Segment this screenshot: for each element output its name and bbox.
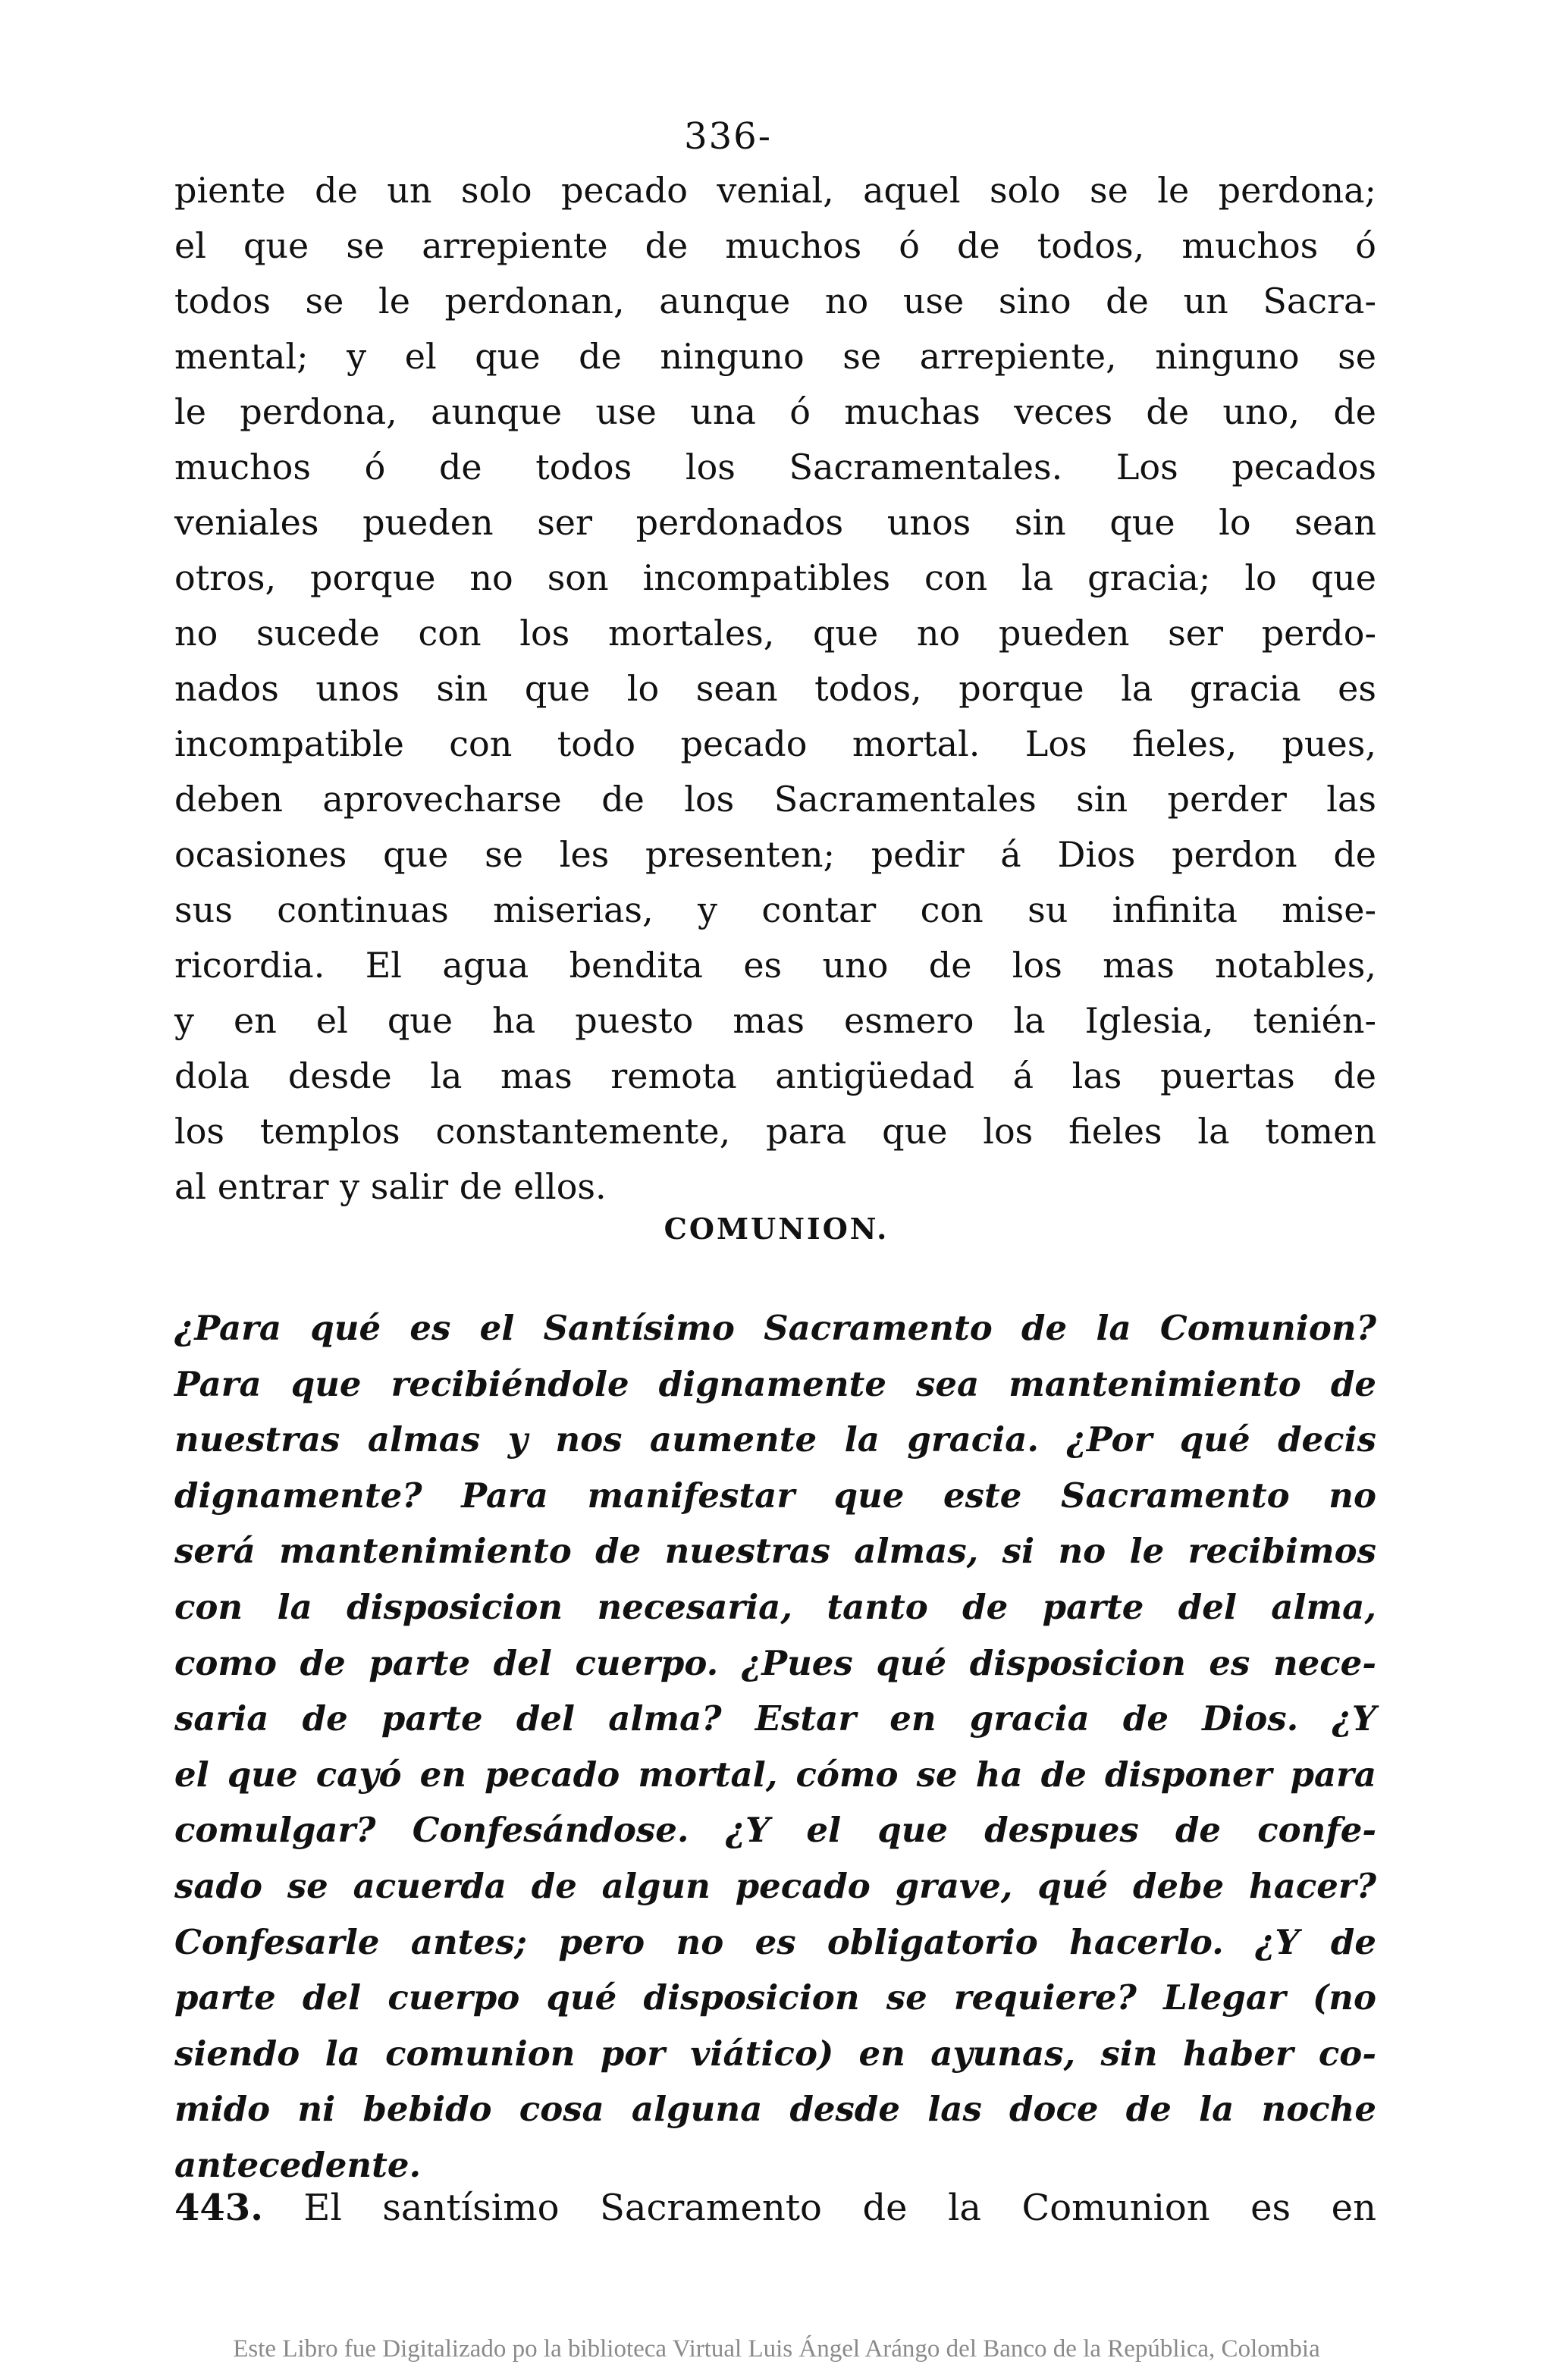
text-line: al entrar y salir de ellos. bbox=[174, 1166, 607, 1207]
catechism-line: sado se acuerda de algun pecado grave, qué debe hacer? bbox=[174, 1865, 1376, 1906]
text-line: y en el que ha puesto mas esmero la Iglesia, tenién- bbox=[174, 1000, 1376, 1041]
text-line: le perdona, aunque use una ó muchas veces de uno, de bbox=[174, 391, 1376, 432]
catechism-line: el que cayó en pecado mortal, cómo se ha de disponer para bbox=[174, 1754, 1376, 1795]
text-line: piente de un solo pecado venial, aquel solo se le perdona; bbox=[174, 170, 1376, 211]
catechism-line: dignamente? Para manifestar que este Sacramento no bbox=[174, 1475, 1376, 1516]
text-line: el que se arrepiente de muchos ó de todos, muchos ó bbox=[174, 225, 1376, 266]
catechism-line: saria de parte del alma? Estar en gracia de Dios. ¿Y bbox=[174, 1698, 1376, 1739]
catechism-line: nuestras almas y nos aumente la gracia. ¿Por qué decis bbox=[174, 1419, 1376, 1460]
catechism-line: siendo la comunion por viático) en ayunas, sin haber co- bbox=[174, 2033, 1376, 2074]
digitization-footer: Este Libro fue Digitalizado po la biblioteca Virtual Luis Ángel Arángo del Banco de la República, Colombia bbox=[233, 2335, 1320, 2363]
text-line: ocasiones que se les presenten; pedir á Dios perdon de bbox=[174, 834, 1376, 875]
catechism-line: parte del cuerpo qué disposicion se requiere? Llegar (no bbox=[174, 1977, 1376, 2018]
catechism-line: con la disposicion necesaria, tanto de parte del alma, bbox=[174, 1586, 1376, 1627]
page-number: 336- bbox=[684, 115, 772, 158]
paragraph-number: 443. bbox=[174, 2187, 263, 2229]
catechism-line: Para que recibiéndole dignamente sea mantenimiento de bbox=[174, 1363, 1376, 1404]
text-line: dola desde la mas remota antigüedad á las puertas de bbox=[174, 1055, 1376, 1096]
text-line: no sucede con los mortales, que no pueden ser perdo- bbox=[174, 613, 1376, 654]
catechism-line: ¿Para qué es el Santísimo Sacramento de la Comunion? bbox=[174, 1308, 1376, 1348]
text-line: todos se le perdonan, aunque no use sino de un Sacra- bbox=[174, 281, 1376, 321]
catechism-line: será mantenimiento de nuestras almas, si no le recibimos bbox=[174, 1531, 1376, 1572]
text-line: veniales pueden ser perdonados unos sin que lo sean bbox=[174, 502, 1376, 543]
text-line: incompatible con todo pecado mortal. Los fieles, pues, bbox=[174, 723, 1376, 764]
catechism-line: antecedente. bbox=[174, 2144, 422, 2185]
text-line: los templos constantemente, para que los fieles la tomen bbox=[174, 1111, 1376, 1152]
text-line: sus continuas miserias, y contar con su infinita mise- bbox=[174, 889, 1376, 930]
section-heading: COMUNION. bbox=[664, 1212, 889, 1246]
text-line: deben aprovecharse de los Sacramentales sin perder las bbox=[174, 779, 1376, 820]
catechism-line: Confesarle antes; pero no es obligatorio hacerlo. ¿Y de bbox=[174, 1921, 1376, 1962]
paragraph-2-line bbox=[174, 2178, 1376, 2238]
text-line: mental; y el que de ninguno se arrepiente, ninguno se bbox=[174, 336, 1376, 377]
catechism-line: mido ni bebido cosa alguna desde las doce de la noche bbox=[174, 2089, 1376, 2130]
paragraph-1 bbox=[174, 163, 1376, 1215]
paragraph-2-text: El santísimo Sacramento de la Comunion es en bbox=[303, 2187, 1376, 2229]
catechism-block bbox=[174, 1300, 1376, 2193]
text-line: ricordia. El agua bendita es uno de los mas notables, bbox=[174, 945, 1376, 986]
paragraph-2 bbox=[174, 2178, 1376, 2238]
text-line: otros, porque no son incompatibles con la gracia; lo que bbox=[174, 557, 1376, 598]
text-line: nados unos sin que lo sean todos, porque la gracia es bbox=[174, 668, 1376, 709]
catechism-line: comulgar? Confesándose. ¿Y el que despues de confe- bbox=[174, 1810, 1376, 1851]
text-line: muchos ó de todos los Sacramentales. Los pecados bbox=[174, 447, 1376, 488]
catechism-line: como de parte del cuerpo. ¿Pues qué disposicion es nece- bbox=[174, 1642, 1376, 1683]
